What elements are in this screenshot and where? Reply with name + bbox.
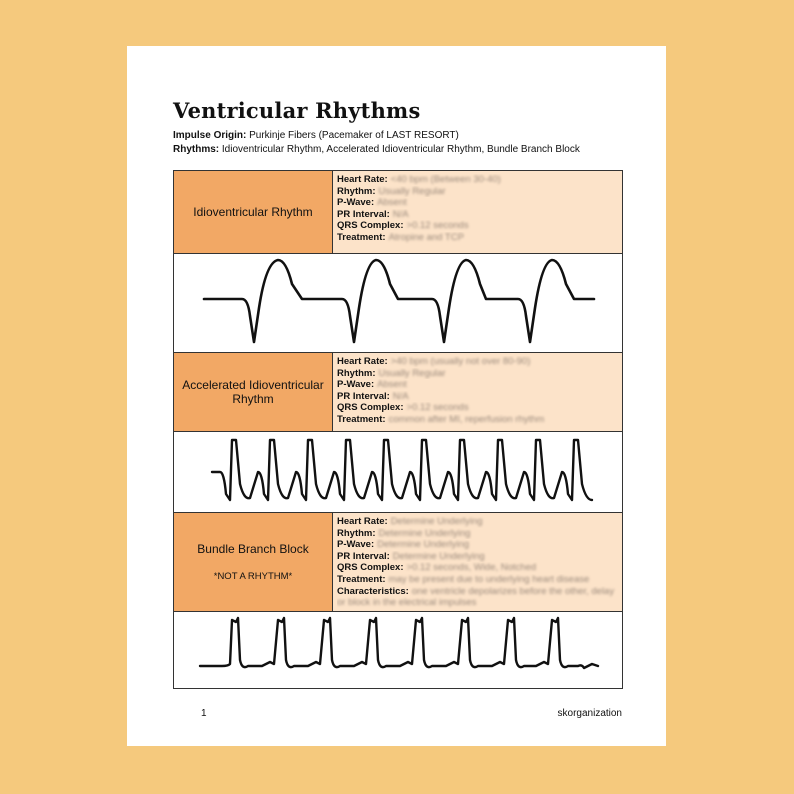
detail-label: Heart Rate: [337, 174, 388, 185]
detail-label: Heart Rate: [337, 356, 388, 367]
ecg-waveform [174, 612, 622, 688]
detail-label: Treatment: [337, 231, 386, 243]
accelerated-idioventricular-ecg-strip [173, 431, 623, 513]
detail-value: Usually Regular [378, 185, 446, 197]
detail-row [337, 368, 618, 380]
detail-row [337, 232, 618, 244]
page-title: Ventricular Rhythms [173, 98, 421, 123]
detail-label: Treatment: [337, 413, 386, 425]
detail-row [337, 197, 618, 209]
detail-row [337, 528, 618, 540]
detail-label: Heart Rate: [337, 516, 388, 527]
detail-value: common after MI, reperfusion rhythm [388, 413, 545, 425]
accelerated-idioventricular-info [173, 352, 623, 432]
detail-value: >0.12 seconds [406, 220, 469, 232]
detail-row [337, 574, 618, 586]
detail-value: may be present due to underlying heart disease [388, 573, 590, 585]
ecg-waveform [174, 432, 622, 512]
detail-label: Treatment: [337, 573, 386, 585]
detail-label: PR Interval: [337, 208, 390, 220]
rhythm-name: Idioventricular Rhythm [193, 204, 313, 219]
detail-value: N/A [392, 390, 409, 402]
detail-label: Rhythm: [337, 185, 376, 197]
idioventricular-details [333, 171, 622, 253]
rhythms-line [173, 144, 580, 155]
bundle-branch-block-info [173, 512, 623, 612]
detail-label: QRS Complex: [337, 562, 404, 574]
detail-value: >0.12 seconds, Wide, Notched [406, 562, 537, 574]
detail-value: Determine Underlying [392, 550, 485, 562]
detail-label: PR Interval: [337, 550, 390, 562]
worksheet-page [127, 46, 666, 746]
bundle-branch-block-name-cell [174, 513, 333, 611]
idioventricular-info [173, 170, 623, 254]
brand-name: skorganization [557, 708, 622, 719]
detail-row [337, 516, 618, 528]
detail-row [337, 174, 618, 186]
detail-value: >40 bpm (usually not over 80-90) [390, 356, 531, 367]
impulse-origin-line [173, 130, 459, 141]
idioventricular-ecg-strip [173, 253, 623, 353]
detail-value: Absent [377, 379, 407, 391]
detail-value: Determine Underlying [390, 516, 483, 527]
rhythm-name: Accelerated Idioventricular Rhythm [182, 377, 324, 406]
detail-row [337, 551, 618, 563]
detail-label: QRS Complex: [337, 220, 404, 232]
detail-row [337, 586, 618, 609]
detail-value: <40 bpm (Between 30-40) [390, 174, 501, 185]
detail-label: PR Interval: [337, 390, 390, 402]
detail-row [337, 539, 618, 551]
detail-value: Atropine and TCP [388, 231, 464, 243]
accelerated-idioventricular-details [333, 353, 622, 431]
detail-value: >0.12 seconds [406, 402, 469, 414]
detail-value: Usually Regular [378, 367, 446, 379]
rhythms-label: Rhythms: [173, 144, 220, 155]
detail-value: Absent [377, 197, 407, 209]
detail-row [337, 186, 618, 198]
bundle-branch-block-ecg-strip [173, 611, 623, 689]
detail-value: Determine Underlying [377, 539, 470, 551]
detail-label: Rhythm: [337, 367, 376, 379]
detail-value: one ventricle depolarizes before the other, delay or block in the electrical impulses [337, 585, 615, 609]
detail-value: Determine Underlying [378, 527, 471, 539]
bundle-branch-block-details [333, 513, 622, 611]
impulse-origin-value: Purkinje Fibers (Pacemaker of LAST RESORT) [249, 130, 459, 141]
accelerated-idioventricular-name-cell [174, 353, 333, 431]
detail-row [337, 220, 618, 232]
detail-value: N/A [392, 208, 409, 220]
detail-row [337, 414, 618, 426]
impulse-origin-label: Impulse Origin: [173, 130, 247, 141]
detail-row [337, 356, 618, 368]
detail-row [337, 562, 618, 574]
rhythm-name: Bundle Branch Block [197, 542, 309, 557]
detail-row [337, 402, 618, 414]
idioventricular-name-cell [174, 171, 333, 253]
detail-label: P-Wave: [337, 379, 375, 391]
detail-label: P-Wave: [337, 197, 375, 209]
detail-label: Rhythm: [337, 527, 376, 539]
detail-row [337, 379, 618, 391]
detail-label: QRS Complex: [337, 402, 404, 414]
detail-label: Characteristics: [337, 585, 409, 597]
page-number: 1 [201, 708, 207, 719]
detail-label: P-Wave: [337, 539, 375, 551]
not-a-rhythm-note: *NOT A RHYTHM* [213, 570, 293, 582]
rhythms-value: Idioventricular Rhythm, Accelerated Idioventricular Rhythm, Bundle Branch Block [221, 144, 580, 155]
ecg-waveform [174, 254, 622, 352]
detail-row [337, 391, 618, 403]
detail-row [337, 209, 618, 221]
